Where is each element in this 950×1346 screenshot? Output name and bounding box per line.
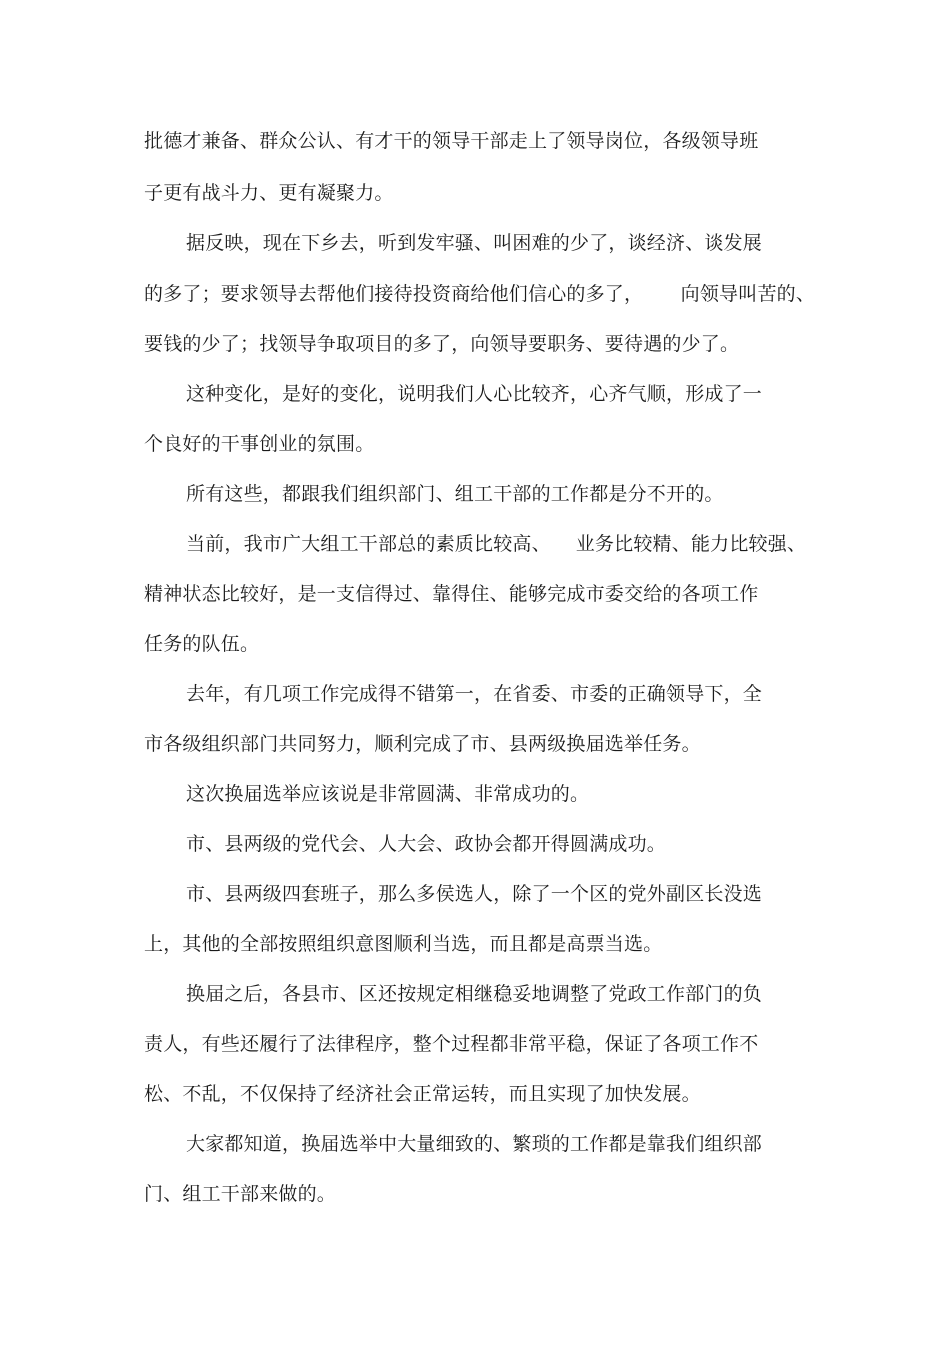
text-line-10: 精神状态比较好，是一支信得过、靠得住、能够完成市委交给的各项工作 — [144, 583, 759, 605]
text-line-15: 市、县两级的党代会、人大会、政协会都开得圆满成功。 — [186, 833, 667, 855]
text-line-5: 要钱的少了；找领导争取项目的多了，向领导要职务、要待遇的少了。 — [144, 333, 740, 355]
text-line-18: 换届之后，各县市、区还按规定相继稳妥地调整了党政工作部门的负 — [186, 983, 763, 1005]
text-line-9: 当前，我市广大组工干部总的素质比较高、 业务比较精、能力比较强、 — [186, 533, 807, 555]
text-line-1: 批德才兼备、群众公认、有才干的领导干部走上了领导岗位，各级领导班 — [144, 130, 759, 152]
text-line-7: 个良好的干事创业的氛围。 — [144, 433, 375, 455]
text-line-11: 任务的队伍。 — [144, 633, 260, 655]
text-line-22: 门、组工干部来做的。 — [144, 1183, 337, 1205]
text-line-17: 上，其他的全部按照组织意图顺利当选，而且都是高票当选。 — [144, 933, 663, 955]
text-line-6: 这种变化，是好的变化，说明我们人心比较齐，心齐气顺，形成了一 — [186, 383, 763, 405]
text-line-4: 的多了；要求领导去帮他们接待投资商给他们信心的多了， 向领导叫苦的、 — [144, 283, 816, 305]
text-line-8: 所有这些，都跟我们组织部门、组工干部的工作都是分不开的。 — [186, 483, 724, 505]
text-line-20: 松、不乱，不仅保持了经济社会正常运转，而且实现了加快发展。 — [144, 1083, 701, 1105]
text-line-16: 市、县两级四套班子，那么多侯选人，除了一个区的党外副区长没选 — [186, 883, 763, 905]
text-line-19: 责人，有些还履行了法律程序，整个过程都非常平稳，保证了各项工作不 — [144, 1033, 759, 1055]
text-line-3: 据反映，现在下乡去，听到发牢骚、叫困难的少了，谈经济、谈发展 — [186, 232, 763, 254]
text-line-14: 这次换届选举应该说是非常圆满、非常成功的。 — [186, 783, 590, 805]
text-line-12: 去年，有几项工作完成得不错第一，在省委、市委的正确领导下，全 — [186, 683, 763, 705]
text-line-13: 市各级组织部门共同努力，顺利完成了市、县两级换届选举任务。 — [144, 733, 701, 755]
text-line-21: 大家都知道，换届选举中大量细致的、繁琐的工作都是靠我们组织部 — [186, 1133, 763, 1155]
text-line-2: 子更有战斗力、更有凝聚力。 — [144, 182, 394, 204]
